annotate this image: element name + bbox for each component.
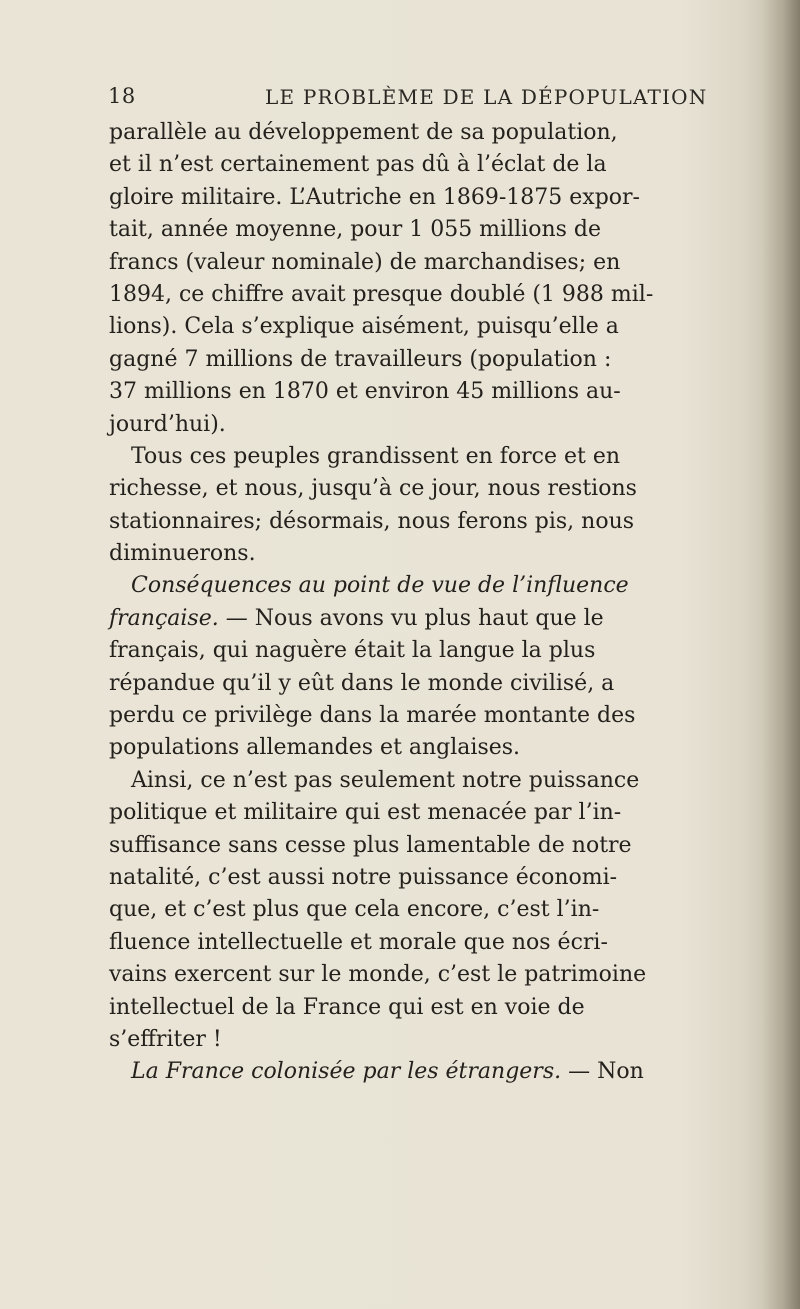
text-line: gagné 7 millions de travailleurs (population :	[109, 346, 612, 372]
text-line: français, qui naguère était la langue la plus	[109, 638, 596, 664]
section-heading-line: Conséquences au point de vue de l’influence	[131, 573, 629, 599]
text-line: s’effriter !	[109, 1026, 222, 1052]
text-line: parallèle au développement de sa population,	[109, 120, 618, 145]
page-number: 18	[108, 84, 136, 108]
text-line: fluence intellectuelle et morale que nos écri-	[109, 929, 608, 955]
text-line: répandue qu’il y eût dans le monde civilisé, a	[109, 670, 615, 696]
text-line: natalité, c’est aussi notre puissance économi-	[109, 864, 618, 890]
text-line-with-italic-heading	[109, 603, 769, 635]
italic-heading-continuation: française.	[109, 605, 219, 631]
paragraph-start-line: Ainsi, ce n’est pas seulement notre puissance	[131, 767, 640, 793]
text-line: 1894, ce chiffre avait presque doublé (1 988 mil-	[109, 281, 654, 307]
text-line: stationnaires; désormais, nous ferons pis, nous	[109, 508, 635, 534]
text-line: suffisance sans cesse plus lamentable de notre	[109, 832, 632, 858]
page-header	[108, 84, 708, 114]
text-line: perdu ce privilège dans la marée montante des	[109, 703, 636, 729]
text-line: 37 millions en 1870 et environ 45 millions au-	[109, 379, 621, 405]
section-heading-italic: La France colonisée par les étrangers.	[131, 1059, 562, 1085]
text-line: populations allemandes et anglaises.	[109, 735, 521, 761]
text-line: francs (valeur nominale) de marchandises; en	[109, 249, 621, 275]
text-line: tait, année moyenne, pour 1 055 millions de	[109, 217, 601, 243]
text-segment: — Non	[561, 1059, 644, 1085]
text-segment: — Nous avons vu plus haut que le	[218, 605, 604, 631]
running-title: LE PROBLÈME DE LA DÉPOPULATION	[265, 85, 708, 109]
text-line: politique et militaire qui est menacée par l’in-	[109, 800, 622, 826]
text-line: intellectuel de la France qui est en voie de	[109, 994, 585, 1020]
text-line: gloire militaire. L’Autriche en 1869-1875 expor-	[109, 184, 640, 210]
text-line: que, et c’est plus que cela encore, c’est l’in-	[109, 897, 600, 923]
text-line: vains exercent sur le monde, c’est le patrimoine	[109, 962, 647, 988]
text-line: lions). Cela s’explique aisément, puisqu’elle a	[109, 314, 619, 340]
text-line: jourd’hui).	[109, 411, 226, 437]
paragraph-start-line: Tous ces peuples grandissent en force et en	[131, 443, 621, 469]
text-line: richesse, et nous, jusqu’à ce jour, nous restions	[109, 476, 637, 502]
body-text	[109, 117, 769, 1089]
text-line: diminuerons.	[109, 541, 256, 567]
text-line: et il n’est certainement pas dû à l’éclat de la	[109, 152, 607, 178]
final-line	[109, 1056, 769, 1088]
